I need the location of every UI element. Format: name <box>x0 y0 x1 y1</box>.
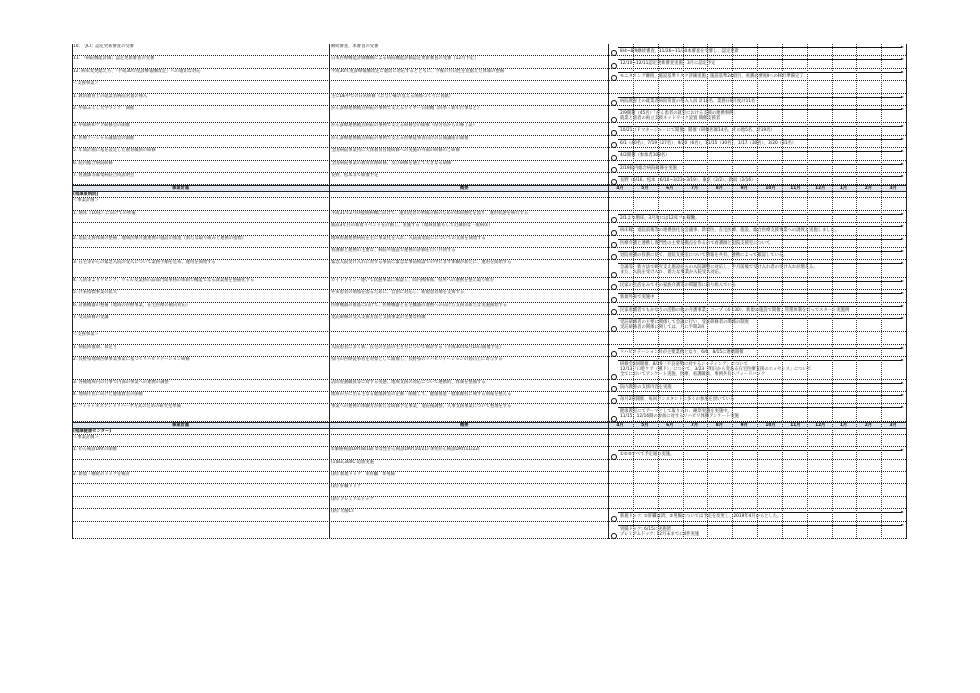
progress-note: 11/15、12/16開の参加に対するリハビリ体操アンケート実施 <box>620 414 739 420</box>
month-header: 8月 <box>715 422 724 428</box>
month-divider <box>757 44 758 539</box>
desc-text: 開設3年目の新着イベントを計画し、実施する（地域貢献もして近隣的な一般病床） <box>331 223 493 229</box>
desc-text <box>331 435 605 446</box>
schedule-arrow <box>618 176 902 177</box>
desc-text: がん診療連携拠点病院の事例で支えるワイヤー公開機（四季・新年行事など） <box>331 106 482 111</box>
desc-text: がん診療連携拠点病院の事例で支える医療従事者向けの公開講座の開催 <box>331 135 469 141</box>
month-header: 10月 <box>765 422 776 428</box>
desc-text: 県内の医療従事者を対象として開催し、長野県のリハビリテーションの質向上に寄与する <box>331 357 503 363</box>
month-divider <box>782 44 783 539</box>
item-text <box>73 460 329 471</box>
desc-text: (新) 大腸CT <box>331 509 355 515</box>
progress-note: 8/4~8/9継続審査、11/26~11/30本審査を受審し、認定更新 <box>620 49 739 54</box>
item-text <box>73 223 329 234</box>
desc-text: 全国病院事業の教育管理研修、及び研修を通じて大きなる研修 <box>331 160 452 166</box>
item-text: 6. 院内総合病院研修 <box>73 160 113 166</box>
progress-note: 全てにおいてアンケート実施、医療、看護職員、事例共有へフィードバック <box>620 372 766 378</box>
desc-text: 平成30年度診療報酬改定に適切に対応するとともに、今後の方向性を見据えた体制の整備 <box>331 68 505 74</box>
column-border <box>608 44 609 539</box>
month-header: 1月 <box>839 186 848 192</box>
schedule-arrow <box>618 306 902 307</box>
header-desc-label: 概要 <box>460 186 469 192</box>
item-text: 2. 退院支援体制の整備、地域医療介護連携の施設の推進（新たな取り組みと連携の指標） <box>73 235 247 241</box>
desc-text: 全国病院事業団に大体教育管理研修への実施の外部の研修のご研修 <box>331 148 460 154</box>
desc-text: (新) プレミアムドック <box>331 496 374 502</box>
desc-text: 日本医療機能評価機構による病院機能評価認定更新審査の受審（12月予定） <box>331 56 479 62</box>
item-text: 5. 介来指標事業の拡大 <box>73 290 118 296</box>
progress-note: リハビリテーション科が主要業務となり、6/6、8/15に連携開催 <box>620 349 744 355</box>
schedule-arrow <box>618 239 902 240</box>
desc-text: 地域看護連携病院を主に事業化を入れ、入院前退院にについての支援を開始する <box>331 235 486 241</box>
item-text: 2. 長野県地域医療事業事業に基づくリハビリテーション研修 <box>73 357 190 363</box>
progress-note: 会議等、新方法で研究支え施設からの入院調整に対応し、半月前後で受け入れ者の受け入れが増える。 <box>620 265 818 271</box>
desc-text: ①肺癌検診DAY(8/18) ②女性がん検診DAY(10/21) ③胃がん検診DAY(11/22) <box>331 447 480 453</box>
desc-text: 長野、松本等で開催予定 <box>331 173 379 178</box>
item-text: 1. 増床（10床）に向けての準備 <box>73 210 136 216</box>
item-text: 11. 「病院機能評価」認定更新審査の受審 <box>73 56 155 62</box>
progress-note: また、入院を受け入れ、新たな事業か入院受入対応。 <box>620 270 724 276</box>
item-text: ＜事業計画＞ <box>73 434 99 440</box>
item-text <box>73 509 329 520</box>
month-header: 12月 <box>815 186 826 192</box>
item-text: 4. 地域住民に向けた健康教室の開催 <box>73 392 143 397</box>
schedule-arrow <box>618 251 902 252</box>
status-circle-icon <box>611 533 617 539</box>
desc-text: 主にDE中での日常研修（お互い確の見える関係づくりに貢献） <box>331 93 454 99</box>
desc-text: 医療機器の推進に向けて、医療機器と在宅機器の連携への向けた支援等新たな実施開始する <box>331 302 508 308</box>
item-text: ＜支援事業＞ <box>73 81 99 87</box>
month-header: 4月 <box>616 186 624 192</box>
month-divider <box>683 44 684 539</box>
progress-note: 健康教室にてアーマとして取り入れ、観察実施を実施中。 <box>620 409 732 415</box>
item-text: ＜支援事業＞ <box>73 332 99 338</box>
schedule-arrow <box>618 293 902 294</box>
schedule-arrow <box>618 97 902 98</box>
month-header: 10月 <box>765 186 776 192</box>
item-text: 1. 病院回復期、算定り <box>73 344 118 350</box>
progress-note: 病院教育士の就業者病院常置の導入人員 計10名、業務日8月度計11名 <box>620 98 756 104</box>
month-header: 1月 <box>839 422 848 428</box>
item-text: 7. 受託研修の受講 <box>73 315 109 320</box>
report-sheet <box>72 44 906 668</box>
month-header: 8月 <box>715 186 724 192</box>
schedule-arrow <box>618 383 902 384</box>
desc-text: 訪問看護職員等に対する実態、地域支援の対応について連携的、体制を整備する <box>331 379 486 385</box>
item-text: ＜事業計画＞ <box>73 198 99 204</box>
month-divider <box>633 44 634 539</box>
schedule-arrow <box>618 72 902 73</box>
month-divider <box>881 44 882 539</box>
month-header: 11月 <box>790 186 801 192</box>
month-divider <box>832 44 833 539</box>
progress-note: 12/10~12/11認定更新審査実施、3月に認定予定 <box>620 61 716 67</box>
progress-note: 毎月2回開催、毎回コンスタントに多くの参加を頂いている <box>620 397 735 402</box>
desc-text <box>331 198 605 209</box>
progress-note: 新規外来で実施中 <box>620 295 655 301</box>
progress-note: 4/2開催（参加者108名） <box>620 153 670 159</box>
item-text: 2. 中部ふくし大学ランク 開催 <box>73 106 135 111</box>
progress-note: 院内教育の支援内容を実施 <box>620 384 672 390</box>
desc-text: 入院患者に多く新、在宅の生活の生き方について検討する（平成30年6月10日開催予定） <box>331 344 504 350</box>
progress-note: 胃腸ドック: 6/15に実施済 <box>620 526 671 532</box>
item-text: 6. 計画機器の整備（地域の医療事業、在宅医療の動向対応） <box>73 302 191 308</box>
section-title-text: (相澤東病院) <box>73 192 99 198</box>
month-divider <box>807 44 808 539</box>
desc-text: 事業への連携の体験方が新たな研修予定事業、退院後調整、人事支援事業について整理をする <box>331 404 512 410</box>
progress-note: 受託研修者の主要に関係して会議に行い、受託研修者の関係の制度 <box>620 320 749 325</box>
month-divider <box>732 44 733 539</box>
item-text <box>73 522 329 538</box>
schedule-arrow <box>618 525 902 526</box>
section-title-text: (相澤健康センター) <box>73 428 112 434</box>
desc-text: 継続審査、本審査の受審 <box>331 44 379 49</box>
schedule-arrow <box>618 164 902 165</box>
desc-text: がん診療連携拠点病院の事例で支える研修会の開催（厚労省からの修了証） <box>331 123 478 129</box>
header-item-label: 事業計画 <box>172 186 190 192</box>
progress-note: 就業と患者の両立支援ネットワーク設置 開催支援者 <box>620 116 721 121</box>
desc-text <box>331 332 605 343</box>
item-text: 5. 年間計画に基を設定した教育職員の研修 <box>73 148 156 154</box>
schedule-arrow <box>618 318 902 319</box>
desc-text: 看護師と連携の主要な、病院や施設で連携の評価を行い共同する <box>331 248 456 253</box>
month-header: 7月 <box>690 186 699 192</box>
item-text: 4. 人員等よりリビング、ウェル及業務の品部門間事務の体制で機能でなる課業務を整備化する <box>73 277 255 283</box>
schedule-arrow <box>618 214 902 215</box>
column-border <box>329 44 330 539</box>
column-border <box>72 44 73 539</box>
progress-note: 研修会3回開催、8/29「不良姿勢に対するシーティング」について <box>620 362 748 368</box>
desc-text: 地域の方に出る主なる健康教室の企画・開催して、健康推進・健康維持に関する情報を整える <box>331 392 512 397</box>
month-divider <box>658 44 659 539</box>
schedule-arrow <box>618 348 902 349</box>
header-item-label: 事業計画 <box>172 422 190 428</box>
desc-text: 受託研修の受入支援方法と支援事業の主要な特徴 <box>331 315 426 320</box>
item-text: 10. 「JCI」認定更新審査の受審 <box>73 44 134 49</box>
month-header: 3月 <box>889 186 897 192</box>
month-header: 5月 <box>641 186 649 192</box>
month-header: 9月 <box>740 186 748 192</box>
desc-text: 緊急入院受け入れに対する事前に緊急な事前相談での中にまず体験が新たに、運用を開始する <box>331 260 512 266</box>
item-text: 2. 新規・継続のドックを検討 <box>73 472 130 477</box>
month-header: 7月 <box>690 422 699 428</box>
progress-note: 民家看護者でもかなりの活動の他の介護事業、コープ（4-130）、新規の施設で開催、管理体制を行ってスタート実施例 <box>620 307 850 313</box>
item-text: 3. 各種地域内の行事で内部の事業への連携の調整 <box>73 379 169 385</box>
progress-note: 12/13「口腔ケア（嚥下）」について、3/23「明日から変わる在宅医療支援のエッセンス」について <box>620 367 812 373</box>
month-header: 9月 <box>740 422 748 428</box>
item-text: 1. がん検診DAYの開催 <box>73 447 118 453</box>
progress-note: 2/19院内総合病院研修を実施 <box>620 165 677 171</box>
progress-note: プレミアムドック: 12月末までに4件実施 <box>620 531 700 537</box>
schedule-arrow <box>618 139 902 140</box>
progress-note: 6/1（40名）、7/19（27名）、9/20（6名）、11/15（30名）、1/17（30名）、3/20（31名） <box>620 140 797 146</box>
desc-text <box>331 81 605 92</box>
month-header: 6月 <box>666 186 674 192</box>
schedule-arrow <box>618 281 902 282</box>
month-header: 11月 <box>790 422 801 428</box>
column-border <box>906 44 907 539</box>
progress-note: 新規ドック: ①肝臓は済、②男腸については予定を変更し、2019年4月からとした。 <box>620 514 782 520</box>
progress-note: ①②③すべて予定通り実施。 <box>620 452 675 458</box>
progress-note: 病床稼、退院前後等の連携強化を会議事、新着医、在宅医療、施設、総合医療支援事業への誘致と実施しました。 <box>620 228 840 234</box>
month-header: 2月 <box>864 422 873 428</box>
desc-text <box>331 522 605 538</box>
month-header: 12月 <box>815 422 826 428</box>
month-divider <box>856 44 857 539</box>
item-text <box>73 248 329 259</box>
schedule-arrow <box>618 395 902 396</box>
item-text: 1. 教員教育士の就業者病院常置の導入 <box>73 93 148 99</box>
month-header: 3月 <box>889 422 897 428</box>
schedule-arrow <box>618 109 902 110</box>
desc-text: (1)B3,300C 追加実施 <box>331 459 374 465</box>
progress-note: 長野（6/16、松本（6/10~3/23~3/19）、東京（2/2）、新潟（2/16） <box>620 178 756 183</box>
progress-note: 2/9開催（45名）「がん患者の就労における支援の連携事例」 <box>620 111 738 116</box>
month-header: 6月 <box>666 422 674 428</box>
progress-note: 2/1より増床、3月度には12床フル稼働。 <box>620 215 700 221</box>
progress-note: 受託研修者の関係に関しては、月に半期2回 <box>620 325 705 330</box>
desc-text: (新) 肝臓ドック <box>331 484 362 490</box>
month-header: 4月 <box>616 422 624 428</box>
progress-note: 民家の生活をみてその家族介護等の問題等に取り組んでいる <box>620 282 737 288</box>
item-text: 5. フィットネスアンドリハーヤ方式のための研究室準備 <box>73 404 181 410</box>
desc-text: 外来患者の増加を図るために、自由に対応し、新規患者増を支援する <box>331 290 465 296</box>
item-text: 7. 看護師等募集病院合同説明会 <box>73 173 135 178</box>
desc-text: (新) 新規ドック ①肝臓 ②男腸 <box>331 472 395 477</box>
item-text <box>73 497 329 508</box>
month-header: 5月 <box>641 422 649 428</box>
progress-note: 医療介護と連携し専門性の主要な拠点を作るので看護師と退院支援室について <box>620 240 771 246</box>
progress-note: 10/21（Ｆマネージャーにて開催）開催（研修医師14名、その他5名、計19名） <box>620 128 775 134</box>
item-text <box>73 484 329 495</box>
month-divider <box>707 44 708 539</box>
desc-text: 平成31年2月回復期病棟に向けて、運用改善の準備計画のための体制強化を図り、運用状態を移行する <box>331 210 529 216</box>
progress-note: モニタリング継続、施設基準リスク評価実施、施設基準24項目、看護必要度Ⅱへの移行準備完了 <box>620 73 804 79</box>
progress-note: 退院看護の役割に見て、退院支援室について情報を共有、連携によって確認している。 <box>620 253 788 258</box>
item-text: 12. 病床変更踏え方、「平成30年度診療報酬改定」への適切な対応 <box>73 68 201 74</box>
item-text: 3. 在宅等からの緊急入院の受入について業務手順を定め、運用を開始する <box>73 260 216 266</box>
desc-text: ガイドライン一連いで状態事業に相談し、間内携関係、役所への連携を整え取り組む <box>331 277 495 283</box>
item-text: 4. 医療ソーシャル講演会の開催 <box>73 135 135 141</box>
schedule-arrow <box>618 47 902 48</box>
month-header: 2月 <box>864 186 873 192</box>
item-text: 3. 中部緩和ケア研修会の開催 <box>73 123 131 129</box>
header-desc-label: 概要 <box>460 422 469 428</box>
